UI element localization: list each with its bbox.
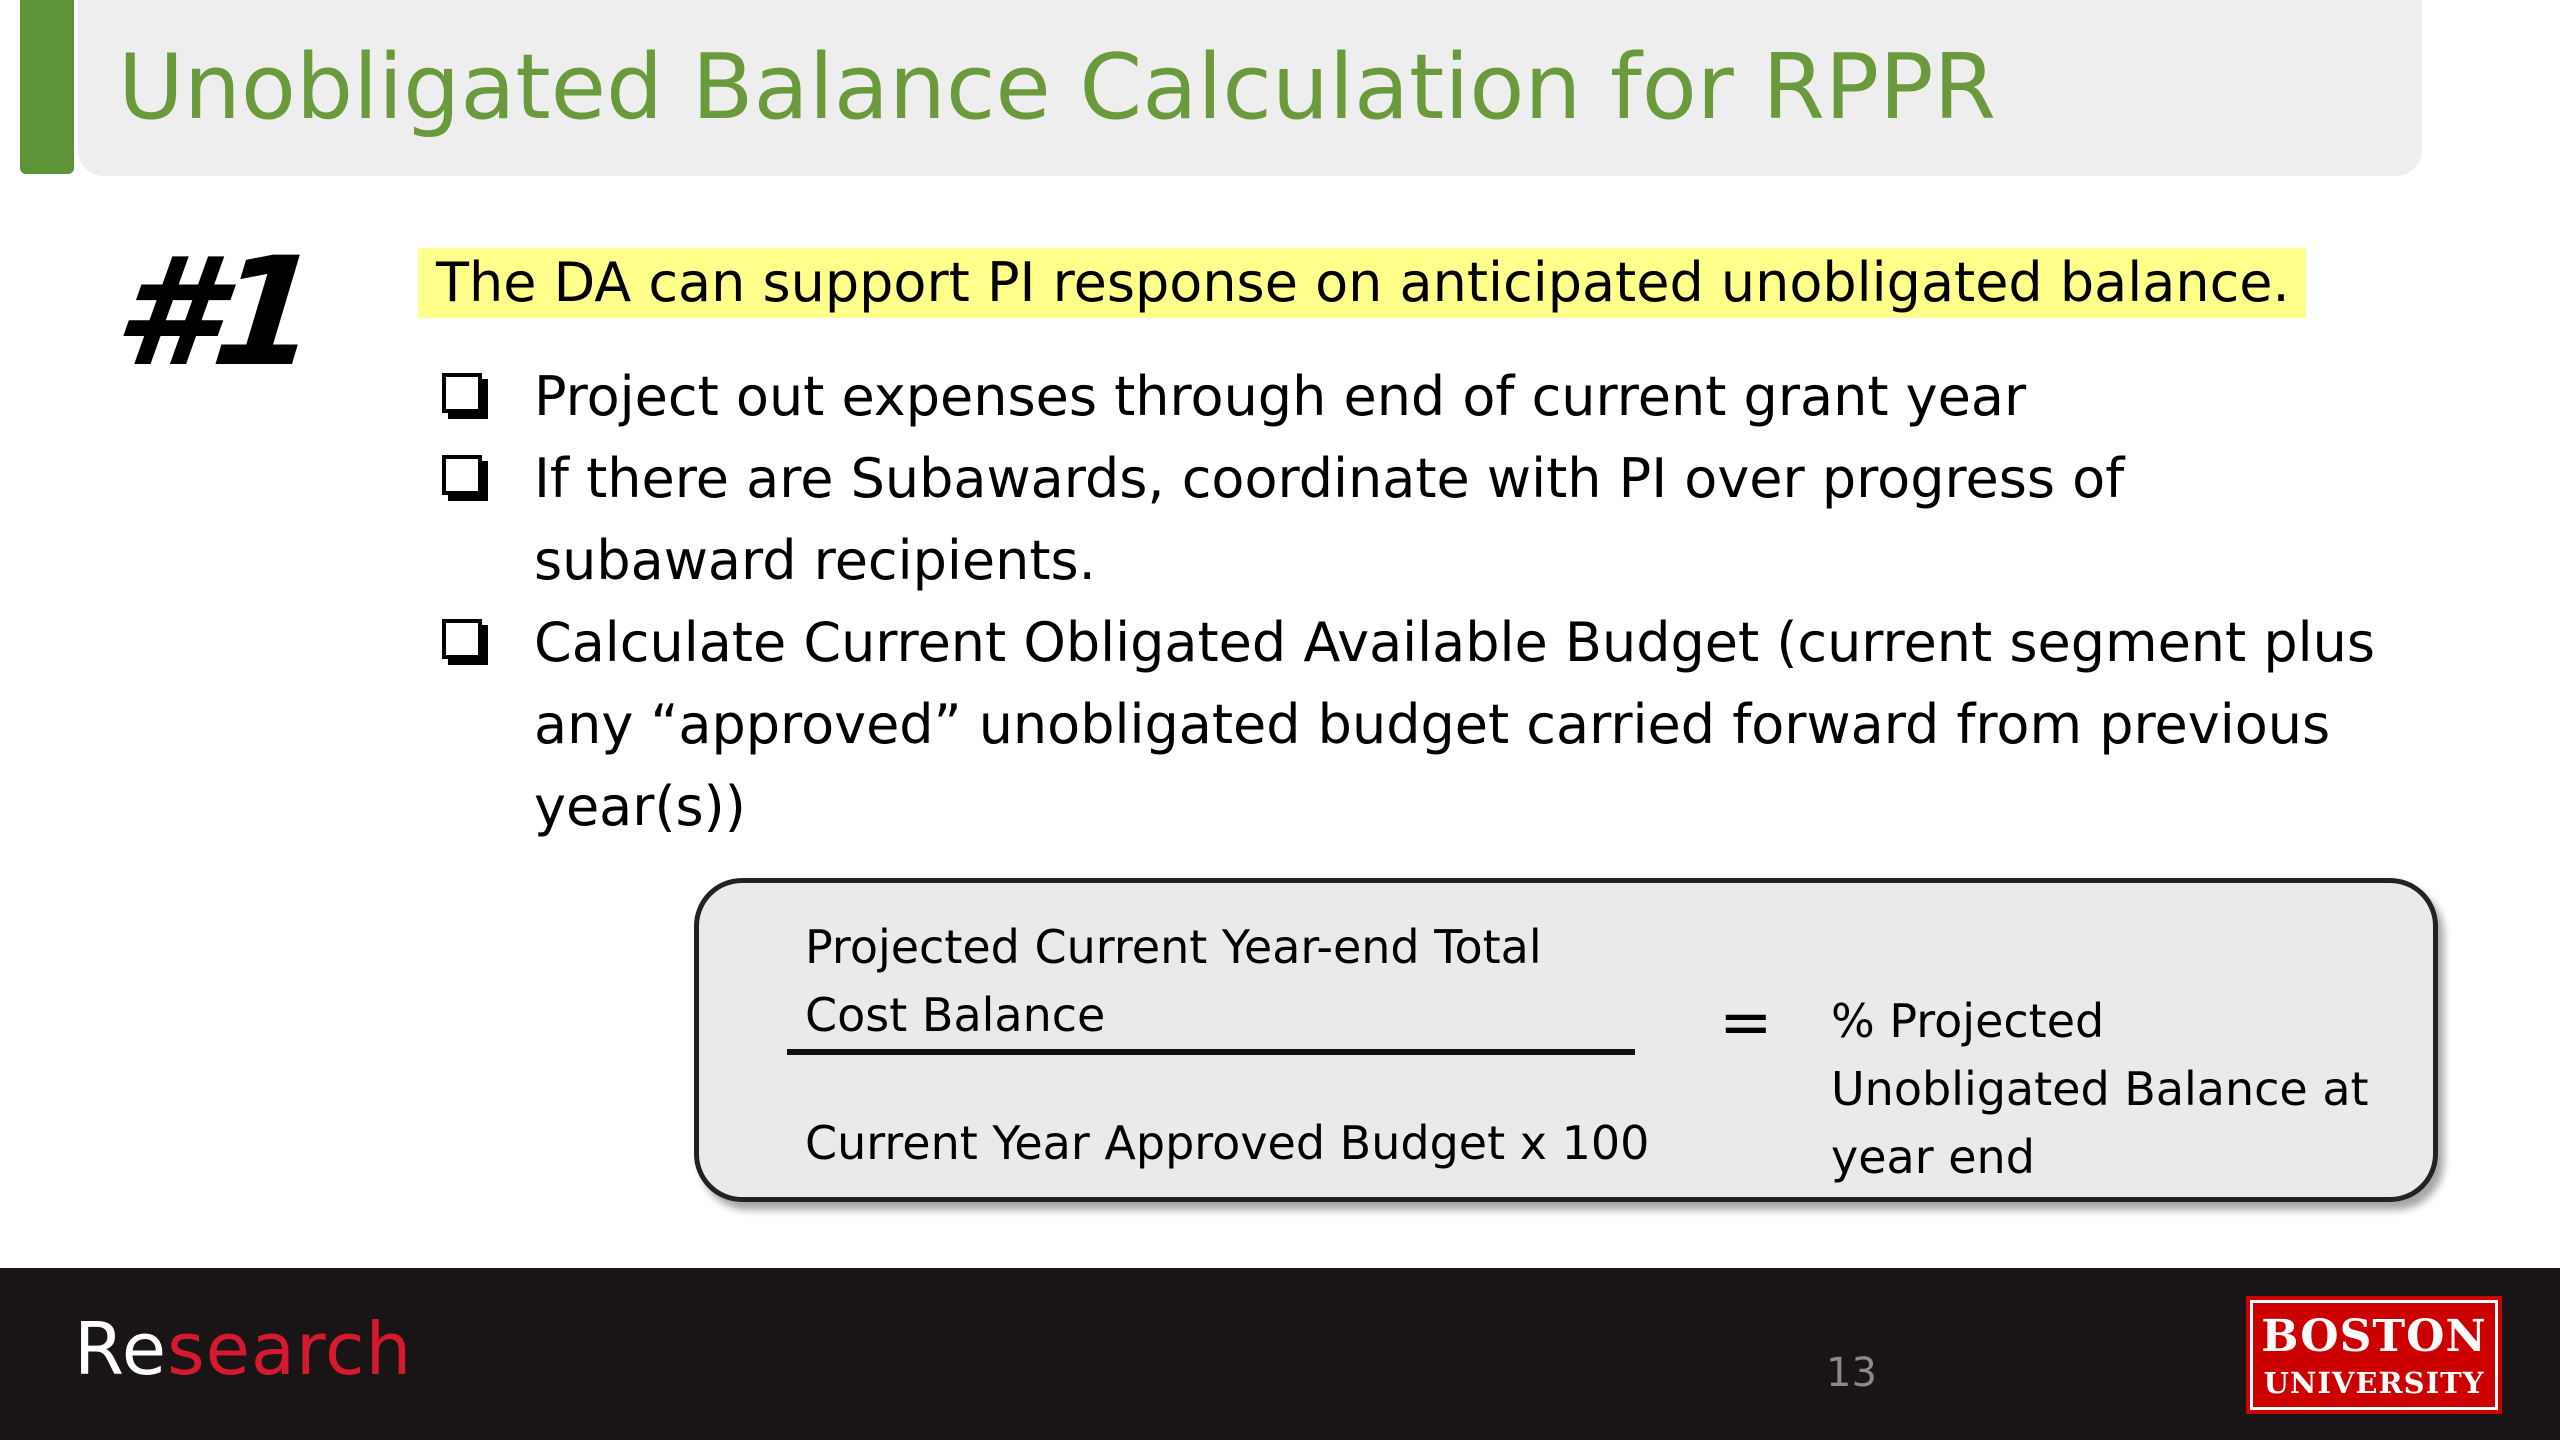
formula-result: % Projected Unobligated Balance at year end <box>1831 994 2369 1184</box>
slide-title: Unobligated Balance Calculation for RPPR <box>118 35 1997 140</box>
page-number: 13 <box>1826 1350 1877 1396</box>
research-wordmark <box>74 1304 412 1394</box>
equals-sign: = <box>1719 986 1773 1060</box>
fraction-line <box>787 1049 1635 1055</box>
checkbox-icon <box>442 373 482 413</box>
bullet-text: Project out expenses through end of current grant year <box>534 365 2027 428</box>
formula-numerator: Projected Current Year-end Total Cost Balance <box>805 920 1542 1042</box>
bullet-item <box>440 602 2380 848</box>
checkbox-icon <box>442 455 482 495</box>
highlight-statement: The DA can support PI response on anticipated unobligated balance. <box>436 251 2290 314</box>
logo-top-text: BOSTON <box>2261 1311 2487 1362</box>
bullet-list <box>440 356 2380 848</box>
formula-denominator: Current Year Approved Budget x 100 <box>805 1116 1650 1170</box>
wordmark-suffix: search <box>167 1307 413 1391</box>
bullet-text: If there are Subawards, coordinate with PI over progress of subaward recipients. <box>534 447 2125 592</box>
boston-university-logo <box>2250 1300 2498 1410</box>
logo-bottom-text: UNIVERSITY <box>2263 1366 2485 1400</box>
checkbox-icon <box>442 619 482 659</box>
wordmark-prefix: Re <box>74 1307 168 1391</box>
bullet-item <box>440 438 2380 602</box>
footer-bar <box>0 1268 2560 1440</box>
bullet-text: Calculate Current Obligated Available Budget (current segment plus any “approved” unobligated budget carried forward from previous year(s)) <box>534 611 2376 838</box>
step-number-mark: #1 <box>106 226 322 400</box>
title-accent-bar <box>20 0 74 174</box>
bullet-item <box>440 356 2380 438</box>
formula-box <box>694 878 2438 1202</box>
